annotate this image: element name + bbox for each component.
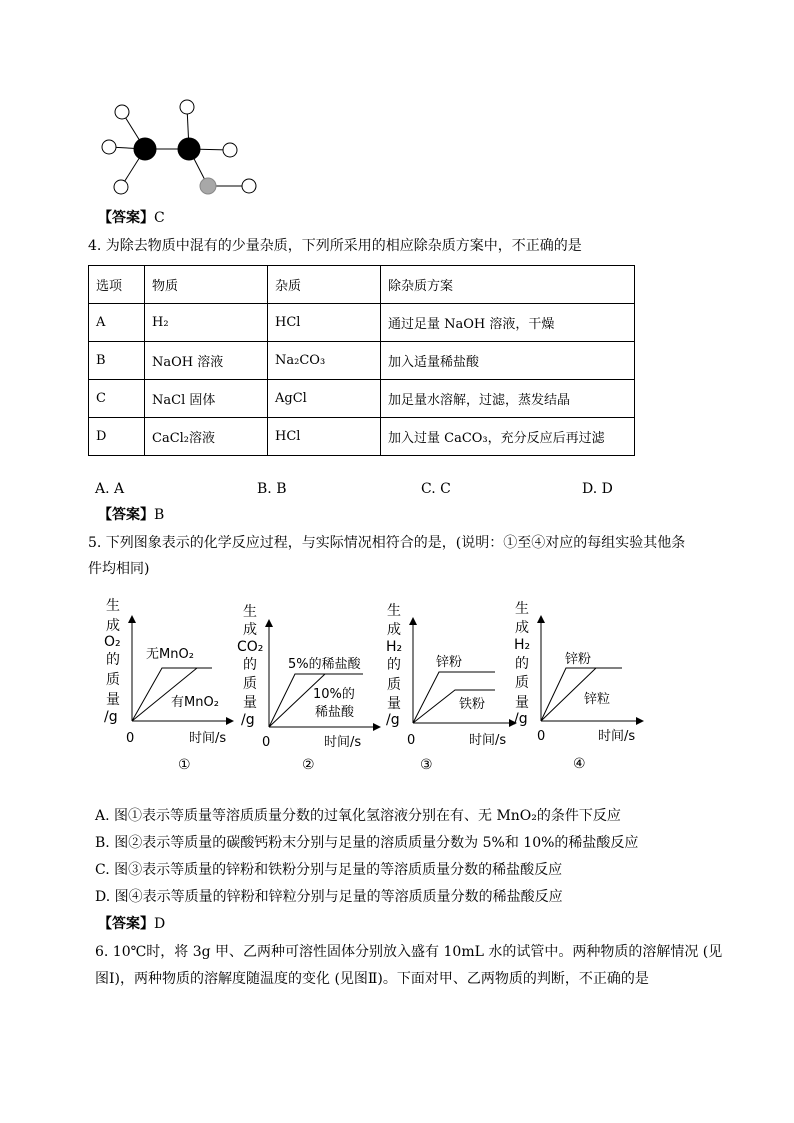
origin-label: 0 bbox=[537, 729, 546, 744]
graph-number: ③ bbox=[420, 757, 433, 773]
table-cell: 加入适量稀盐酸 bbox=[381, 342, 635, 380]
y-label-char: 成 bbox=[387, 622, 401, 638]
q6-line1: 6. 10℃时，将 3g 甲、乙两种可溶性固体分别放入盛有 10mL 水的试管中。两种物质的溶解情况 (见 bbox=[95, 944, 723, 960]
curve-b-label-2: 稀盐酸 bbox=[315, 705, 355, 720]
table-cell: NaOH 溶液 bbox=[145, 342, 268, 380]
q5-answer bbox=[98, 914, 165, 934]
curve-b-label: 锌粒 bbox=[584, 692, 611, 707]
table-cell: A bbox=[89, 304, 145, 342]
q4-option-d: D. D bbox=[582, 481, 613, 497]
table-header-cell: 物质 bbox=[145, 266, 268, 304]
y-label-char: 质 bbox=[387, 677, 401, 693]
q5-stem-line1: 5. 下列图象表示的化学反应过程，与实际情况相符合的是，(说明：①至④对应的每组实验其他条 bbox=[88, 535, 686, 551]
hydrogen-atom bbox=[223, 143, 237, 157]
table-row bbox=[89, 418, 635, 456]
graph-3 bbox=[383, 598, 518, 778]
y-label-char: /g bbox=[514, 711, 528, 727]
y-label-char: 量 bbox=[106, 692, 120, 708]
y-label-char: 量 bbox=[243, 695, 257, 711]
y-label-char: 成 bbox=[243, 622, 257, 638]
x-label: 时间/s bbox=[598, 729, 636, 744]
y-label-char: 的 bbox=[106, 652, 120, 668]
y-label-char: 质 bbox=[106, 672, 120, 688]
q4-option-b: B. B bbox=[257, 481, 287, 497]
table-header-cell: 选项 bbox=[89, 266, 145, 304]
hydrogen-atom bbox=[242, 179, 256, 193]
graph-number: ④ bbox=[573, 756, 586, 772]
y-label-char: 质 bbox=[515, 675, 529, 691]
q4-table bbox=[88, 265, 635, 456]
y-label-char: 生 bbox=[387, 603, 401, 619]
answer-value: C bbox=[154, 210, 165, 226]
y-label-char: H₂ bbox=[386, 639, 403, 655]
y-label-char: /g bbox=[104, 709, 118, 725]
q4-stem: 4. 为除去物质中混有的少量杂质，下列所采用的相应除杂质方案中，不正确的是 bbox=[88, 238, 582, 254]
curve-b-label: 有MnO₂ bbox=[171, 695, 219, 710]
q5-option-c: C. 图③表示等质量的锌粉和铁粉分别与足量的等溶质质量分数的稀盐酸反应 bbox=[95, 862, 563, 878]
y-label-char: O₂ bbox=[104, 634, 121, 650]
table-cell: 通过足量 NaOH 溶液，干燥 bbox=[381, 304, 635, 342]
table-row bbox=[89, 380, 635, 418]
table-cell: D bbox=[89, 418, 145, 456]
y-label-char: 成 bbox=[515, 620, 529, 636]
q5-option-b: B. 图②表示等质量的碳酸钙粉末分别与足量的溶质质量分数为 5%和 10%的稀盐酸反应 bbox=[95, 835, 639, 851]
origin-label: 0 bbox=[262, 735, 271, 750]
curve-a-label: 5%的稀盐酸 bbox=[288, 657, 361, 672]
curve-a-label: 锌粉 bbox=[436, 655, 463, 670]
y-label-char: 质 bbox=[243, 676, 257, 692]
curve-b-label-1: 10%的 bbox=[313, 687, 355, 702]
hydrogen-atom bbox=[102, 140, 116, 154]
q4-option-a: A. A bbox=[95, 481, 125, 497]
table-row bbox=[89, 304, 635, 342]
molecule-model bbox=[95, 95, 270, 205]
y-label-char: 生 bbox=[106, 598, 120, 614]
curve-b-label: 铁粉 bbox=[459, 697, 486, 712]
q5-stem-line2: 件均相同) bbox=[88, 561, 150, 577]
table-cell: 加入过量 CaCO₃，充分反应后再过滤 bbox=[381, 418, 635, 456]
y-label-char: 量 bbox=[387, 696, 401, 712]
table-cell: HCl bbox=[268, 304, 381, 342]
x-label: 时间/s bbox=[469, 733, 507, 748]
y-label-char: 成 bbox=[106, 618, 120, 634]
answer-value: B bbox=[154, 507, 165, 523]
origin-label: 0 bbox=[126, 731, 135, 746]
q6-line2: 图Ⅰ)，两种物质的溶解度随温度的变化 (见图Ⅱ)。下面对甲、乙两物质的判断，不正确的是 bbox=[95, 971, 649, 987]
y-label-char: CO₂ bbox=[237, 639, 264, 655]
table-cell: C bbox=[89, 380, 145, 418]
y-label-char: 的 bbox=[515, 656, 529, 672]
table-cell: B bbox=[89, 342, 145, 380]
q4-option-c: C. C bbox=[421, 481, 451, 497]
graph-number: ② bbox=[302, 757, 315, 773]
graph-2 bbox=[237, 600, 382, 780]
table-cell: NaCl 固体 bbox=[145, 380, 268, 418]
carbon-atom bbox=[134, 138, 156, 160]
x-label: 时间/s bbox=[189, 731, 227, 746]
table-row bbox=[89, 342, 635, 380]
hydrogen-atom bbox=[180, 100, 194, 114]
y-label-char: /g bbox=[241, 712, 255, 728]
carbon-atom bbox=[178, 138, 200, 160]
table-header-cell: 除杂质方案 bbox=[381, 266, 635, 304]
q3-answer bbox=[98, 208, 165, 228]
q4-answer bbox=[98, 505, 164, 525]
table-cell: 加足量水溶解，过滤，蒸发结晶 bbox=[381, 380, 635, 418]
y-label-char: 生 bbox=[243, 604, 257, 620]
table-header-row bbox=[89, 266, 635, 304]
table-cell: HCl bbox=[268, 418, 381, 456]
answer-tag: 【答案】 bbox=[98, 210, 154, 226]
graph-4 bbox=[510, 596, 645, 776]
graph-1 bbox=[100, 594, 235, 774]
hydrogen-atom bbox=[114, 180, 128, 194]
origin-label: 0 bbox=[407, 733, 416, 748]
curve-a-label: 无MnO₂ bbox=[146, 647, 194, 662]
y-label-char: 的 bbox=[243, 657, 257, 673]
x-label: 时间/s bbox=[324, 735, 362, 750]
answer-tag: 【答案】 bbox=[98, 916, 154, 932]
oxygen-atom bbox=[200, 178, 216, 194]
answer-value: D bbox=[154, 916, 166, 932]
table-cell: AgCl bbox=[268, 380, 381, 418]
table-cell: CaCl₂溶液 bbox=[145, 418, 268, 456]
table-header-cell: 杂质 bbox=[268, 266, 381, 304]
curve-a-label: 锌粉 bbox=[565, 652, 592, 667]
y-label-char: 量 bbox=[515, 695, 529, 711]
graph-number: ① bbox=[178, 757, 191, 773]
y-label-char: 的 bbox=[387, 657, 401, 673]
table-cell: Na₂CO₃ bbox=[268, 342, 381, 380]
y-label-char: /g bbox=[386, 712, 400, 728]
y-label-char: H₂ bbox=[514, 637, 531, 653]
answer-tag: 【答案】 bbox=[98, 507, 154, 523]
y-label-char: 生 bbox=[515, 601, 529, 617]
table-cell: H₂ bbox=[145, 304, 268, 342]
hydrogen-atom bbox=[115, 105, 129, 119]
q5-option-a: A. 图①表示等质量等溶质质量分数的过氧化氢溶液分别在有、无 MnO₂的条件下反应 bbox=[95, 808, 621, 824]
q5-option-d: D. 图④表示等质量的锌粉和锌粒分别与足量的等溶质质量分数的稀盐酸反应 bbox=[95, 889, 563, 905]
